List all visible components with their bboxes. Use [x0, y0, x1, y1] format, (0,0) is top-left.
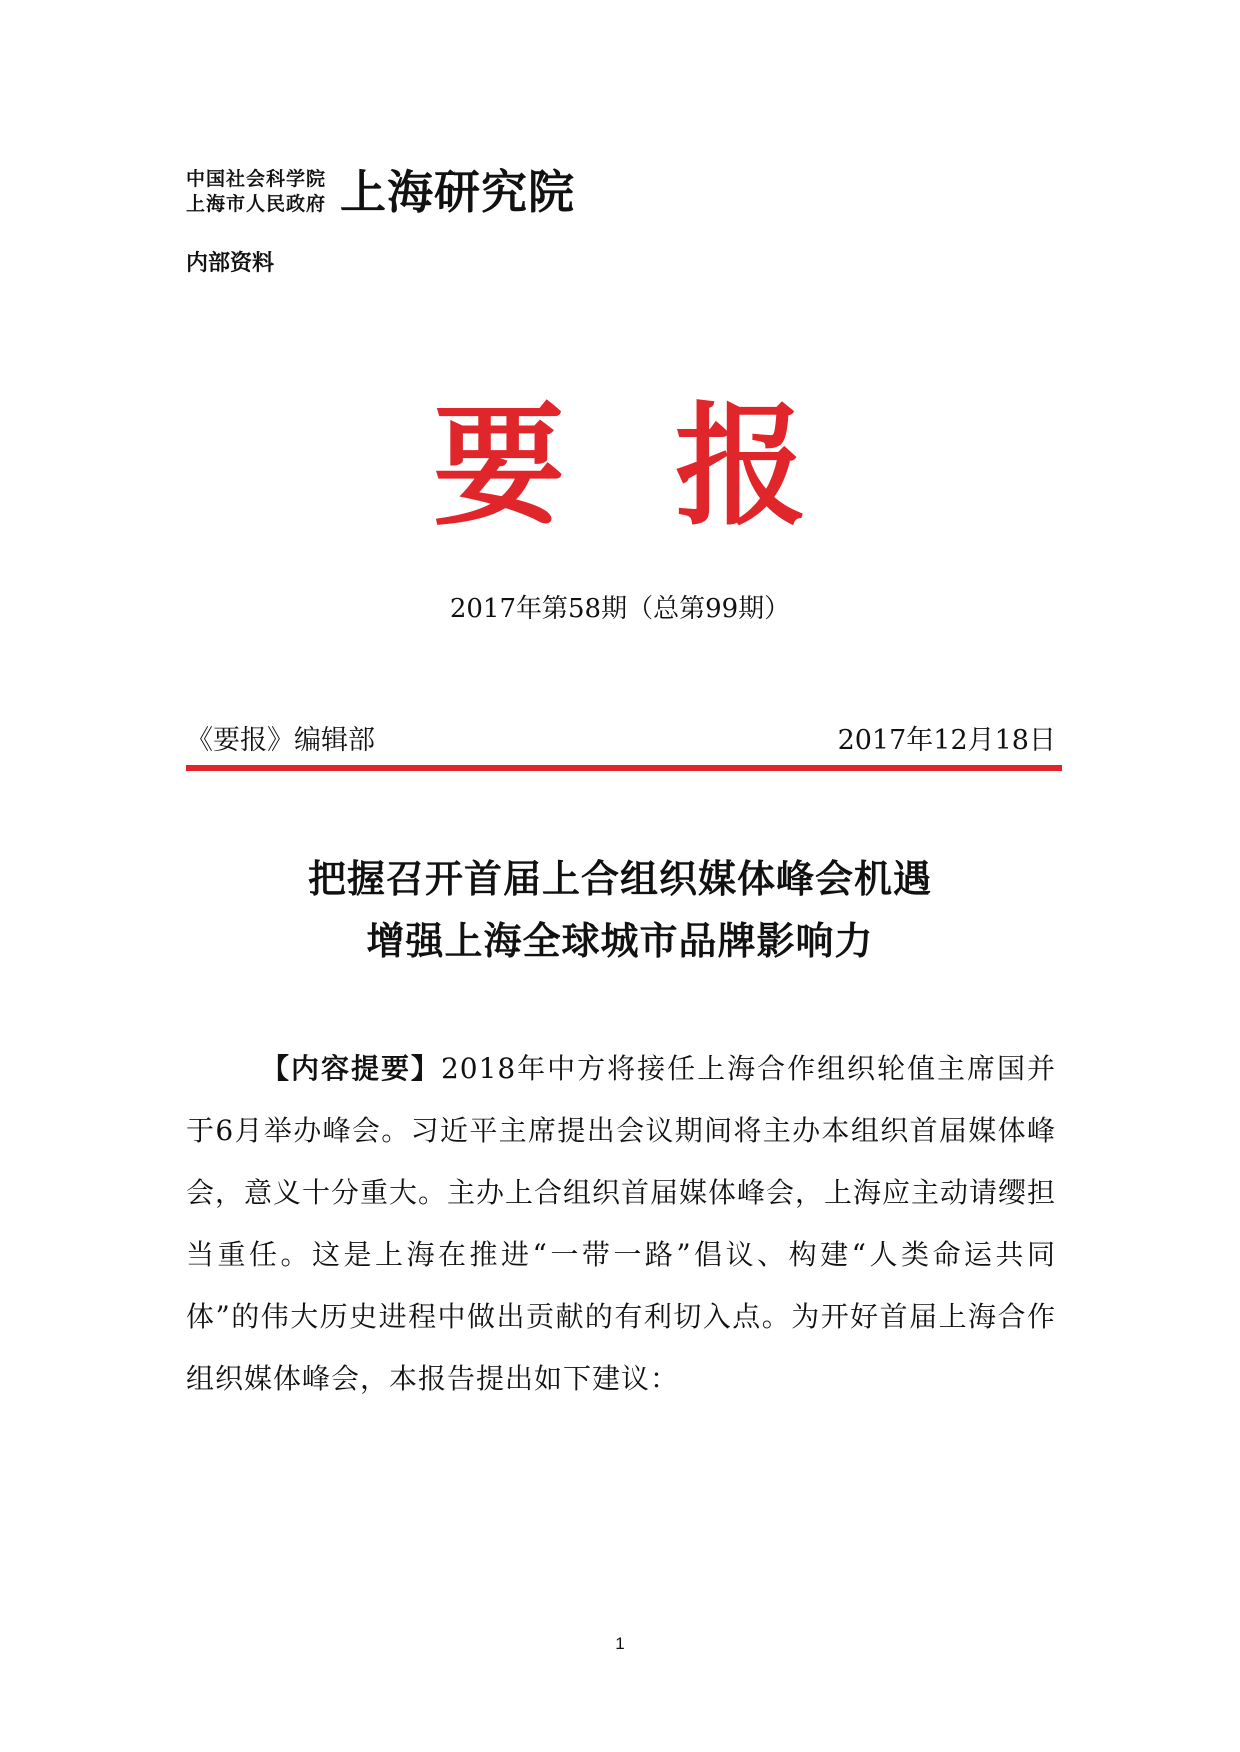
masthead-title: 要报 — [433, 389, 917, 544]
issue-number: 2017年第58期（总第99期） — [449, 594, 791, 624]
abstract-paragraph — [186, 1038, 1056, 1410]
org-name-cass: 中国社会科学院 — [186, 168, 327, 190]
editor-row — [186, 718, 1056, 757]
institute-name: 上海研究院 — [340, 165, 576, 219]
org-name-shanghai-government: 上海市人民政府 — [186, 193, 327, 215]
page-number: 1 — [615, 1634, 625, 1653]
editorial-department: 《要报》编辑部 — [186, 725, 375, 756]
institute-header — [186, 166, 575, 218]
internal-material-label: 内部资料 — [186, 251, 275, 276]
headline-line-2: 增强上海全球城市品牌影响力 — [366, 918, 874, 963]
parent-organizations — [186, 167, 326, 217]
abstract-tag: 【内容提要】 — [260, 1052, 441, 1085]
headline-line-1: 把握召开首届上合组织媒体峰会机遇 — [307, 856, 932, 901]
abstract-text: 2018年中方将接任上海合作组织轮值主席国并于6月举办峰会。习近平主席提出会议期间将主办本组织首届媒体峰会，意义十分重大。主办上合组织首届媒体峰会，上海应主动请缨担当重任。这是上海在推进“一带一路”倡议、构建“人类命运共同体”的伟大历史进程中做出贡献的有利切入点。为开好首届上海合作组织媒体峰会，本报告提出如下建议： — [186, 1052, 1057, 1395]
publication-date: 2017年12月18日 — [837, 725, 1056, 756]
article-headline — [0, 848, 1240, 972]
red-divider — [186, 765, 1062, 771]
